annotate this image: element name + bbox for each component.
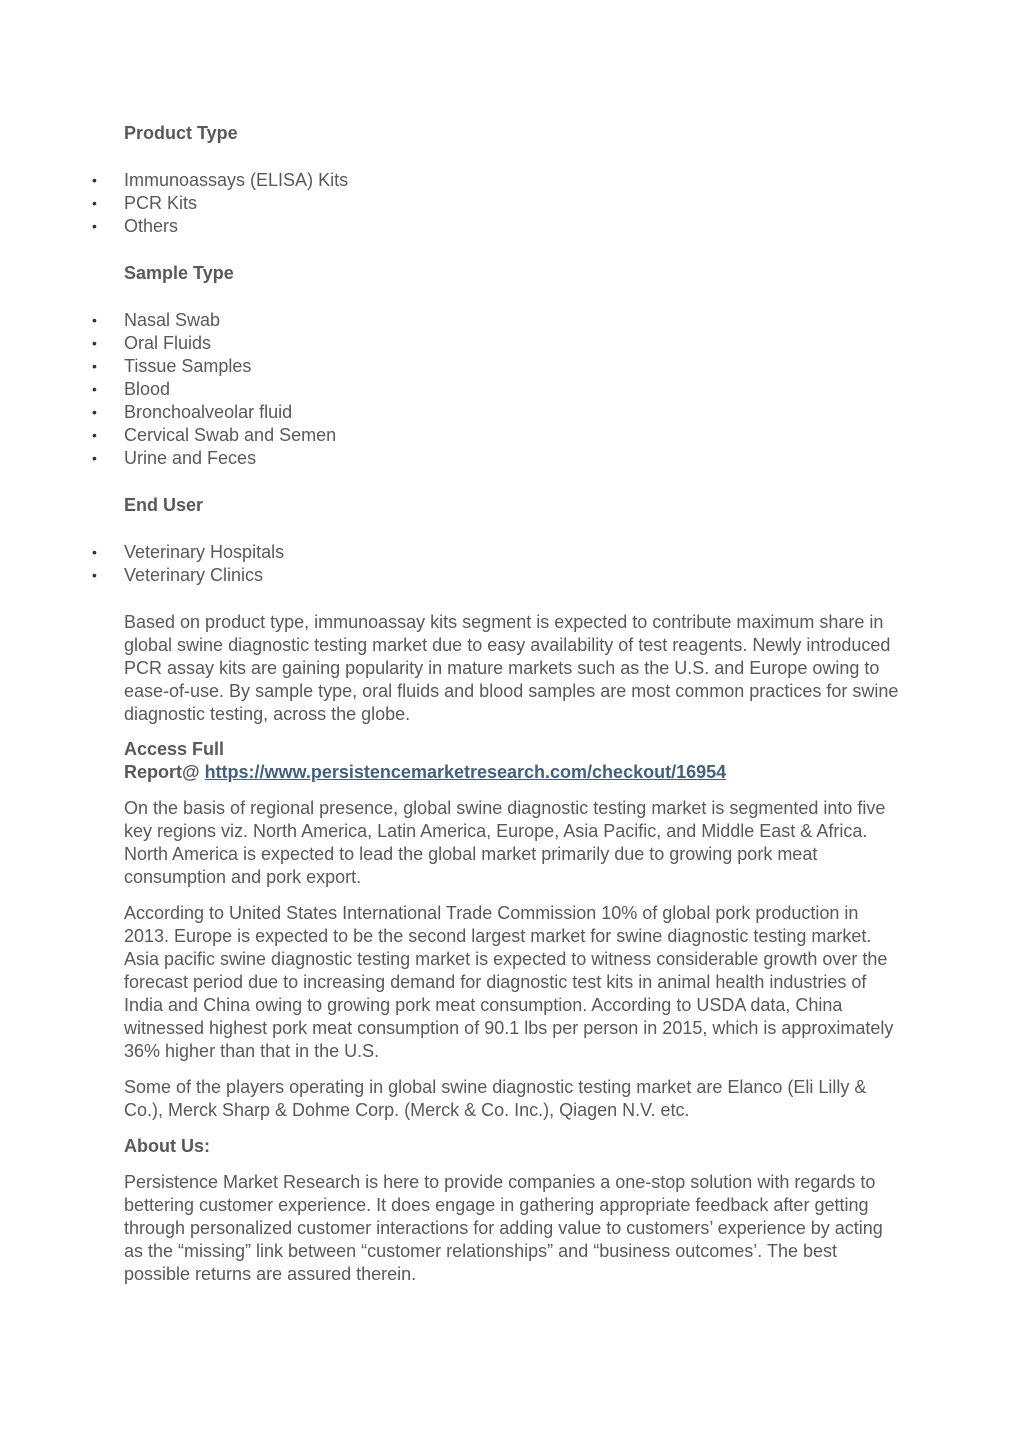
access-full-report: [124, 738, 899, 784]
bullet-icon: •: [92, 195, 97, 211]
sample-type-heading: Sample Type: [124, 263, 234, 283]
bullet-icon: •: [92, 312, 97, 328]
access-label-line1: Access Full: [124, 739, 225, 759]
usitc-paragraph: According to United States International Trade Commission 10% of global pork production in 2013. Europe is expected to be the second largest market for swine diagnostic testing market. Asia pacific swine diagnostic testing market is expected to witness considerable growth over the forecast period due to increasing demand for diagnostic test kits in animal health industries of India and China owing to growing pork meat consumption. According to USDA data, China witnessed highest pork meat consumption of 90.1 lbs per person in 2015, which is approximately 36% higher than that in the U.S.: [124, 903, 894, 1061]
list-item: • Cervical Swab and Semen: [92, 425, 337, 445]
list-item: • Tissue Samples: [92, 356, 252, 376]
list-item: • Others: [92, 216, 179, 236]
about-us-paragraph: Persistence Market Research is here to provide companies a one-stop solution with regards to bettering customer experience. It does engage in gathering appropriate feedback after getting through personalized customer interactions for adding value to customers’ experience by acting as the “missing” link between “customer relationships” and “business outcomes’. The best possible returns are assured therein.: [124, 1172, 883, 1284]
sample-type-list: [92, 309, 899, 470]
bullet-icon: •: [92, 567, 97, 583]
end-user-heading: End User: [124, 495, 204, 515]
checkout-report-link[interactable]: https://www.persistencemarketresearch.com/checkout/16954: [204, 762, 727, 782]
product-type-heading: Product Type: [124, 123, 238, 143]
access-label-line2: Report@: [124, 762, 205, 782]
bullet-icon: •: [92, 544, 97, 560]
document-page: [92, 122, 899, 1286]
list-item: • Oral Fluids: [92, 333, 212, 353]
list-item: • Veterinary Clinics: [92, 565, 264, 585]
product-type-list: [92, 169, 899, 238]
end-user-list: [92, 541, 899, 587]
bullet-icon: •: [92, 358, 97, 374]
list-item: • Nasal Swab: [92, 310, 221, 330]
list-item: • Bronchoalveolar fluid: [92, 402, 293, 422]
list-item: • Urine and Feces: [92, 448, 257, 468]
bullet-icon: •: [92, 335, 97, 351]
list-item: • Veterinary Hospitals: [92, 542, 285, 562]
list-item: • PCR Kits: [92, 193, 198, 213]
regional-paragraph: On the basis of regional presence, global swine diagnostic testing market is segmented into five key regions viz. North America, Latin America, Europe, Asia Pacific, and Middle East & Africa. North America is expected to lead the global market primarily due to growing pork meat consumption and pork export.: [124, 798, 886, 887]
list-item: • Blood: [92, 379, 171, 399]
bullet-icon: •: [92, 427, 97, 443]
bullet-icon: •: [92, 450, 97, 466]
bullet-icon: •: [92, 404, 97, 420]
bullet-icon: •: [92, 381, 97, 397]
product-type-summary-paragraph: Based on product type, immunoassay kits segment is expected to contribute maximum share in global swine diagnostic testing market due to easy availability of test reagents. Newly introduced PCR assay kits are gaining popularity in mature markets such as the U.S. and Europe owing to ease-of-use. By sample type, oral fluids and blood samples are most common practices for swine diagnostic testing, across the globe.: [124, 612, 899, 724]
about-us-heading: About Us:: [124, 1136, 210, 1156]
list-item: • Immunoassays (ELISA) Kits: [92, 170, 349, 190]
players-paragraph: Some of the players operating in global swine diagnostic testing market are Elanco (Eli Lilly & Co.), Merck Sharp & Dohme Corp. (Merck & Co. Inc.), Qiagen N.V. etc.: [124, 1077, 867, 1120]
bullet-icon: •: [92, 172, 97, 188]
bullet-icon: •: [92, 218, 97, 234]
